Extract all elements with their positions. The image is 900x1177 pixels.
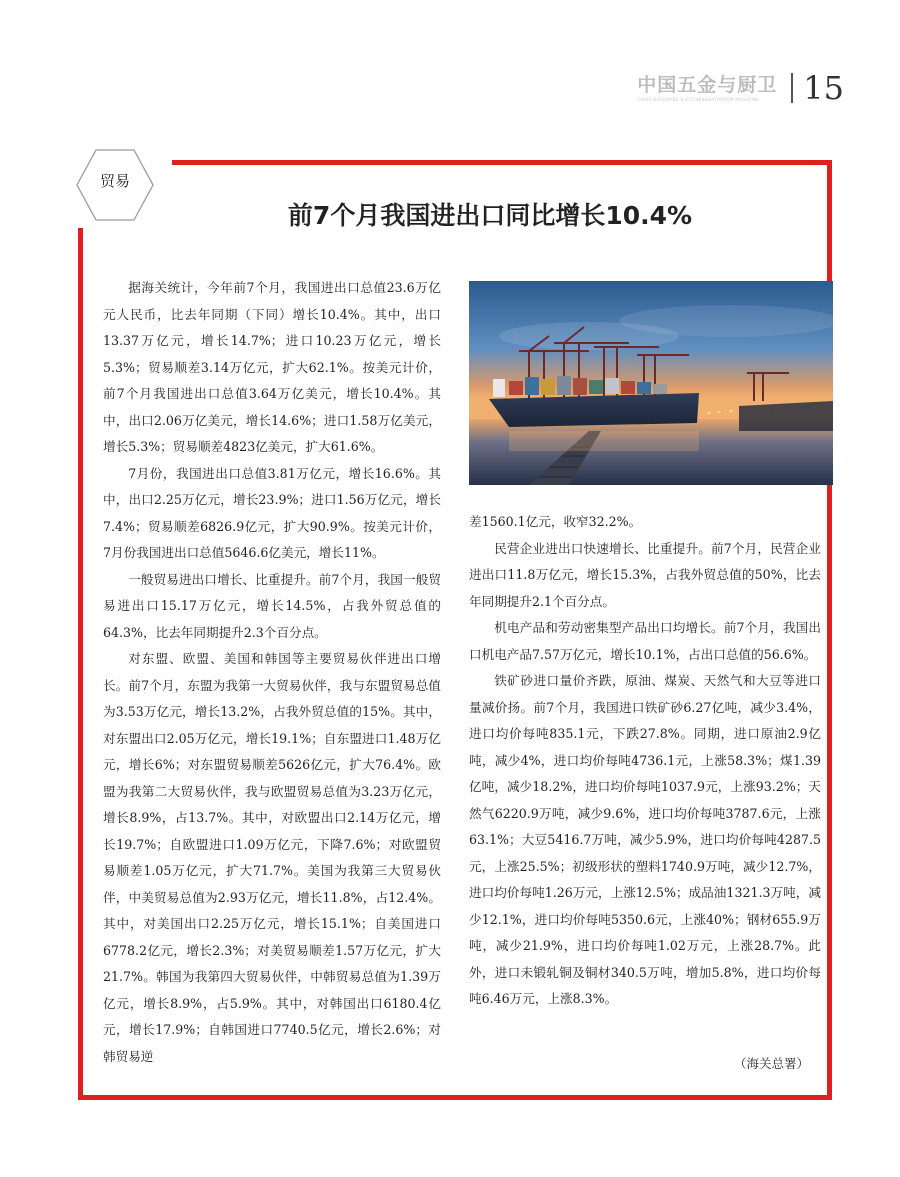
article-title: 前7个月我国进出口同比增长10.4% bbox=[287, 201, 693, 230]
frame-top-border bbox=[172, 160, 832, 165]
article-right-column bbox=[469, 509, 821, 1013]
page-header bbox=[637, 68, 844, 108]
logo-text: 中国五金与厨卫 bbox=[637, 74, 778, 96]
paragraph: 7月份，我国进出口总值3.81万亿元，增长16.6%。其中，出口2.25万亿元，增长23.9%；进口1.56万亿元，增长7.4%；贸易顺差6826.9亿元，扩大90.9%。按美元计价，7月份我国进出口总值5646.6亿美元，增长11%。 bbox=[103, 465, 441, 560]
paragraph: 对东盟、欧盟、美国和韩国等主要贸易伙伴进出口增长。前7个月，东盟为我第一大贸易伙伴，我与东盟贸易总值为3.53万亿元，增长13.2%，占我外贸总值的15%。其中，对东盟出口2.05万亿元，增长19.1%；自东盟进口1.48万亿元，增长6%；对东盟贸易顺差5626亿元，扩大76.4%。欧盟为我第二大贸易伙伴，我与欧盟贸易总值为3.23万亿元，增长8.9%，占13.7%。其中，对欧盟出口2.14万亿元，增长19.7%；自欧盟进口1.09万亿元，下降7.6%；对欧盟贸易顺差1.05万亿元，扩大71.7%。美国为我第三大贸易伙伴，中美贸易总值为2.93万亿元，增长11.8%，占12.4%。其中，对美国出口2.25万亿元，增长15.1%；自美国进口6778.2亿元，增长2.3%；对美贸易顺差1.57万亿元，扩大21.7%。韩国为我第四大贸易伙伴，中韩贸易总值为1.39万亿元，增长8.9%，占5.9%。其中，对韩国出口6180.4亿元，增长17.9%；自韩国进口7740.5亿元，增长2.6%；对韩贸易逆 bbox=[103, 651, 441, 1064]
paragraph: 一般贸易进出口增长、比重提升。前7个月，我国一般贸易进出口15.17万亿元，增长14.5%，占我外贸总值的64.3%，比去年同期提升2.3个百分点。 bbox=[103, 571, 441, 640]
header-divider bbox=[791, 73, 793, 103]
logo-subtext: CHINA HARDWARE & KITCHEN&BATHROOM MAGAZINE bbox=[637, 97, 760, 102]
paragraph: 据海关统计，今年前7个月，我国进出口总值23.6万亿元人民币，比去年同期（下同）增长10.4%。其中，出口13.37万亿元，增长14.7%；进口10.23万亿元，增长5.3%；贸易顺差3.14万亿元，扩大62.1%。按美元计价，前7个月我国进出口总值3.64万亿美元，增长10.4%。其中，出口2.06万亿美元，增长14.6%；进口1.58万亿美元，增长5.3%；贸易顺差4823亿美元，扩大61.6%。 bbox=[103, 280, 441, 454]
article-left-column bbox=[103, 275, 441, 1070]
section-tag: 贸易 bbox=[99, 172, 130, 190]
frame-bottom-border bbox=[78, 1095, 832, 1100]
paragraph: 铁矿砂进口量价齐跌，原油、煤炭、天然气和大豆等进口量减价扬。前7个月，我国进口铁矿砂6.27亿吨，减少3.4%，进口均价每吨835.1元，下跌27.8%。同期，进口原油2.9亿吨，减少4%，进口均价每吨4736.1元，上涨58.3%；煤1.39亿吨，减少18.2%，进口均价每吨1037.9元，上涨93.2%；天然气6220.9万吨，减少9.6%，进口均价每吨3787.6元，上涨63.1%；大豆5416.7万吨，减少5.9%，进口均价每吨4287.5元，上涨25.5%；初级形状的塑料1740.9万吨，减少12.7%，进口均价每吨1.26万元，上涨12.5%；成品油1321.3万吨，减少12.1%，进口均价每吨5350.6元，上涨40%；钢材655.9万吨，减少21.9%，进口均价每吨1.02万元，上涨28.7%。此外，进口未锻轧铜及铜材340.5万吨，增加5.8%，进口均价每吨6.46万元，上涨8.3%。 bbox=[469, 673, 821, 1006]
magazine-logo bbox=[637, 74, 777, 102]
article-source: （海关总署） bbox=[733, 1056, 809, 1071]
paragraph: 机电产品和劳动密集型产品出口均增长。前7个月，我国出口机电产品7.57万亿元，增长10.1%，占出口总值的56.6%。 bbox=[469, 620, 821, 662]
port-photo bbox=[469, 281, 833, 485]
frame-left-border bbox=[78, 228, 83, 1100]
paragraph: 差1560.1亿元，收窄32.2%。 bbox=[469, 514, 642, 529]
paragraph: 民营企业进出口快速增长、比重提升。前7个月，民营企业进出口11.8万亿元，增长15.3%，占我外贸总值的50%，比去年同期提升2.1个百分点。 bbox=[469, 540, 821, 609]
page-number: 15 bbox=[803, 69, 844, 107]
